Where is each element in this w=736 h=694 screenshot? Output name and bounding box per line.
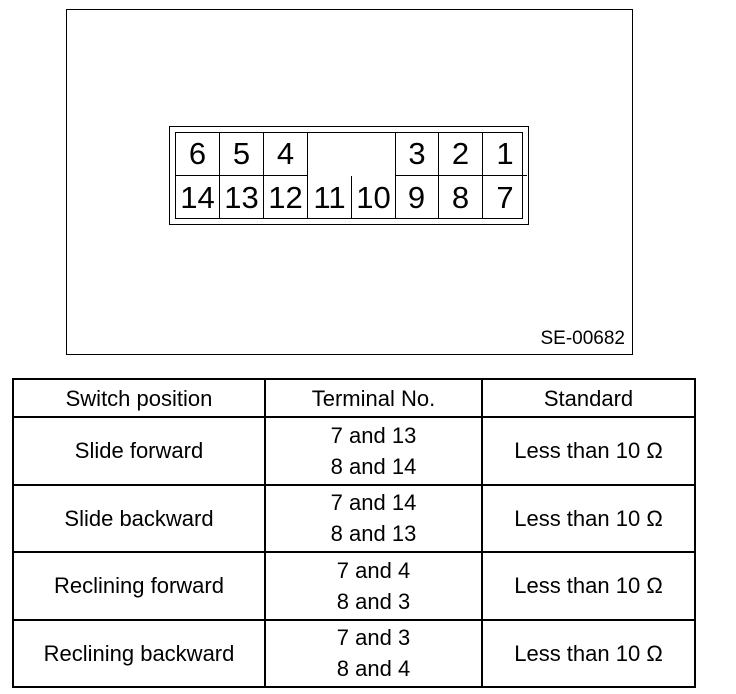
terminal-8: 8 [439,176,483,219]
terminal-cell [265,485,482,553]
terminal-1: 1 [483,133,527,176]
terminal-pair: 8 and 4 [336,656,411,682]
terminal-5: 5 [220,133,264,176]
terminal-6: 6 [176,133,220,176]
terminal-12: 12 [264,176,308,219]
terminal-2: 2 [439,133,483,176]
connector-face [175,132,523,219]
terminal-cell [265,620,482,688]
standard-cell: Less than 10 Ω [482,485,695,553]
terminal-pair: 7 and 3 [336,625,411,651]
header-terminal-no: Terminal No. [265,379,482,417]
terminal-14: 14 [176,176,220,219]
table-row [13,417,695,485]
terminal-cell [265,552,482,620]
header-standard: Standard [482,379,695,417]
terminal-10: 10 [352,176,396,219]
connector-outline [169,126,529,225]
table-header-row [13,379,695,417]
terminal-4: 4 [264,133,308,176]
terminal-pair: 8 and 14 [330,453,417,479]
header-switch-position: Switch position [13,379,265,417]
terminal-cell [265,417,482,485]
terminal-pair: 7 and 13 [330,422,417,448]
standard-cell: Less than 10 Ω [482,552,695,620]
terminal-7: 7 [496,179,514,215]
terminal-pair: 7 and 4 [336,557,411,583]
standard-cell: Less than 10 Ω [482,620,695,688]
figure-id-label: SE-00682 [540,328,625,349]
terminal-pair: 8 and 3 [336,588,411,614]
connector-figure [66,9,633,355]
switch-position-cell: Slide forward [13,417,265,485]
table-row [13,485,695,553]
switch-position-cell: Reclining forward [13,552,265,620]
terminal-11: 11 [308,176,352,219]
terminal-3: 3 [395,133,439,176]
terminal-9: 9 [395,176,439,219]
switch-inspection-table [12,378,696,688]
switch-position-cell: Reclining backward [13,620,265,688]
terminal-13: 13 [220,176,264,219]
table-row [13,552,695,620]
standard-cell: Less than 10 Ω [482,417,695,485]
terminal-pair: 7 and 14 [330,490,417,516]
table-row [13,620,695,688]
switch-position-cell: Slide backward [13,485,265,553]
terminal-pair: 8 and 13 [330,521,417,547]
